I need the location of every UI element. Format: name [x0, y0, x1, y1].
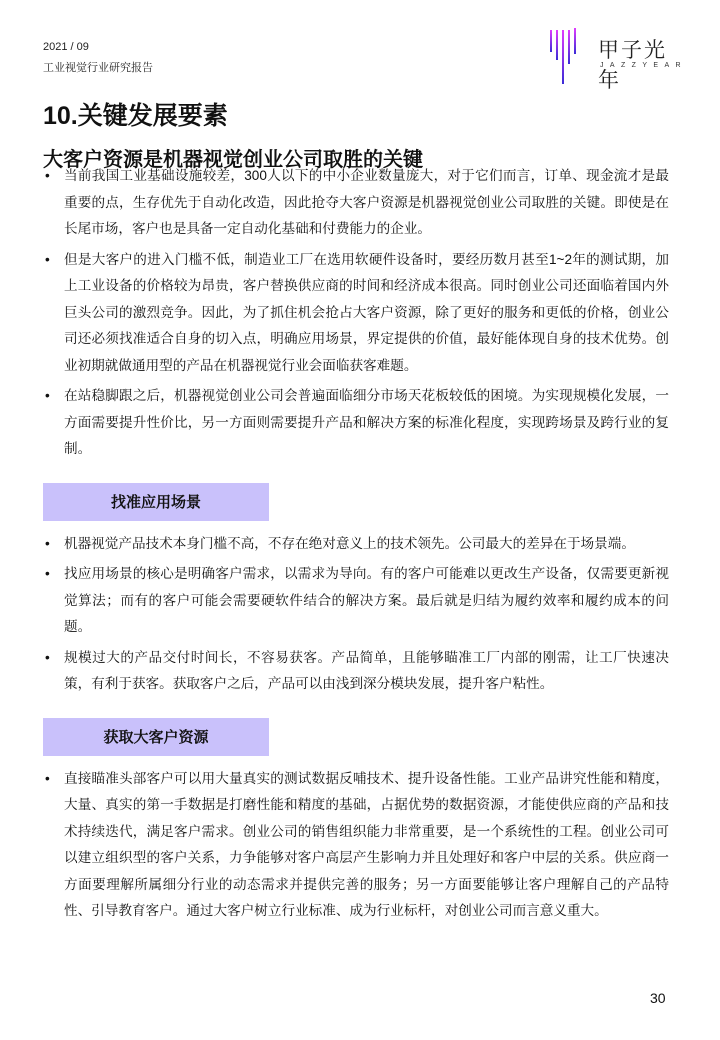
- report-date: 2021 / 09: [43, 41, 89, 53]
- bullet-text: 规模过大的产品交付时间长，不容易获客。产品简单，且能够瞄准工厂内部的刚需，让工厂快速决策，有利于获客。获取客户之后，产品可以由浅到深分模块发展，提升客户粘性。: [64, 649, 669, 691]
- list-item: [43, 383, 669, 463]
- bullet-text: 机器视觉产品技术本身门槛不高，不存在绝对意义上的技术领先。公司最大的差异在于场景端。: [64, 535, 635, 551]
- list-item: [43, 163, 669, 243]
- bullet: •: [45, 649, 50, 665]
- page-title: 10.关键发展要素: [43, 102, 228, 130]
- page-content: [43, 163, 669, 929]
- list-item: [43, 645, 669, 698]
- bullet-text: 在站稳脚跟之后，机器视觉创业公司会普遍面临细分市场天花板较低的困境。为实现规模化发展，一方面需要提升性价比，另一方面则需要提升产品和解决方案的标准化程度，实现跨场景及跨行业的复制。: [64, 388, 669, 456]
- list-item: [43, 766, 669, 925]
- jazzyear-logo: [548, 28, 687, 92]
- section2-list: [43, 766, 669, 925]
- bullet-text: 但是大客户的进入门槛不低，制造业工厂在选用软硬件设备时，要经历数月甚至1~2年的测试期，加上工业设备的价格较为昂贵，客户替换供应商的时间和经济成本很高。同时创业公司还面临着国内外巨头公司的激烈竞争。因此，为了抓住机会抢占大客户资源，除了更好的服务和更低的价格，创业公司还必须找准适合自身的切入点，明确应用场景，界定提供的价值，最好能体现自身的技术优势。创业初期就做通用型的产品在机器视觉行业会面临获客难题。: [64, 251, 669, 373]
- bullet-text: 找应用场景的核心是明确客户需求，以需求为导向。有的客户可能难以更改生产设备，仅需要更新视觉算法；而有的客户可能会需要硬软件结合的解决方案。最后就是归结为履约效率和履约成本的问题。: [64, 566, 669, 634]
- logo-text-en: JAZZYEAR: [600, 62, 687, 69]
- page-subtitle: 大客户资源是机器视觉创业公司取胜的关键: [43, 149, 423, 171]
- list-item: [43, 247, 669, 380]
- report-name: 工业视觉行业研究报告: [43, 62, 153, 74]
- bullet: •: [45, 251, 50, 267]
- intro-list: [43, 163, 669, 463]
- bullet-text: 当前我国工业基础设施较差，300人以下的中小企业数量庞大，对于它们而言，订单、现金流才是最重要的点，生存优先于自动化改造，因此抢夺大客户资源是机器视觉创业公司取胜的关键。即使是在长尾市场，客户也是具备一定自动化基础和付费能力的企业。: [64, 168, 669, 236]
- logo-text-cn: 甲子光年: [598, 39, 667, 92]
- bullet: •: [45, 566, 50, 581]
- bullet: •: [45, 535, 50, 551]
- list-item: [43, 561, 669, 641]
- bullet: •: [45, 168, 50, 183]
- page-number: 30: [650, 990, 666, 1006]
- list-item: [43, 531, 669, 558]
- bullet: •: [45, 770, 50, 786]
- logo-bars-icon: [548, 28, 588, 86]
- bullet-text: 直接瞄准头部客户可以用大量真实的测试数据反哺技术、提升设备性能。工业产品讲究性能和精度，大量、真实的第一手数据是打磨性能和精度的基础，占据优势的数据资源，才能使供应商的产品和技术持续迭代，满足客户需求。创业公司的销售组织能力非常重要，是一个系统性的工程。创业公司可以建立组织型的客户关系，力争能够对客户高层产生影响力并且处理好和客户中层的关系。供应商一方面要理解所属细分行业的动态需求并提供完善的服务；另一方面要能够让客户理解自己的产品特性、引导教育客户。通过大客户树立行业标准、成为行业标杆，对创业公司而言意义重大。: [64, 770, 669, 918]
- section-heading-clients: 获取大客户资源: [43, 718, 269, 756]
- section-heading-scenario: 找准应用场景: [43, 483, 269, 521]
- bullet: •: [45, 388, 50, 403]
- section1-list: [43, 531, 669, 698]
